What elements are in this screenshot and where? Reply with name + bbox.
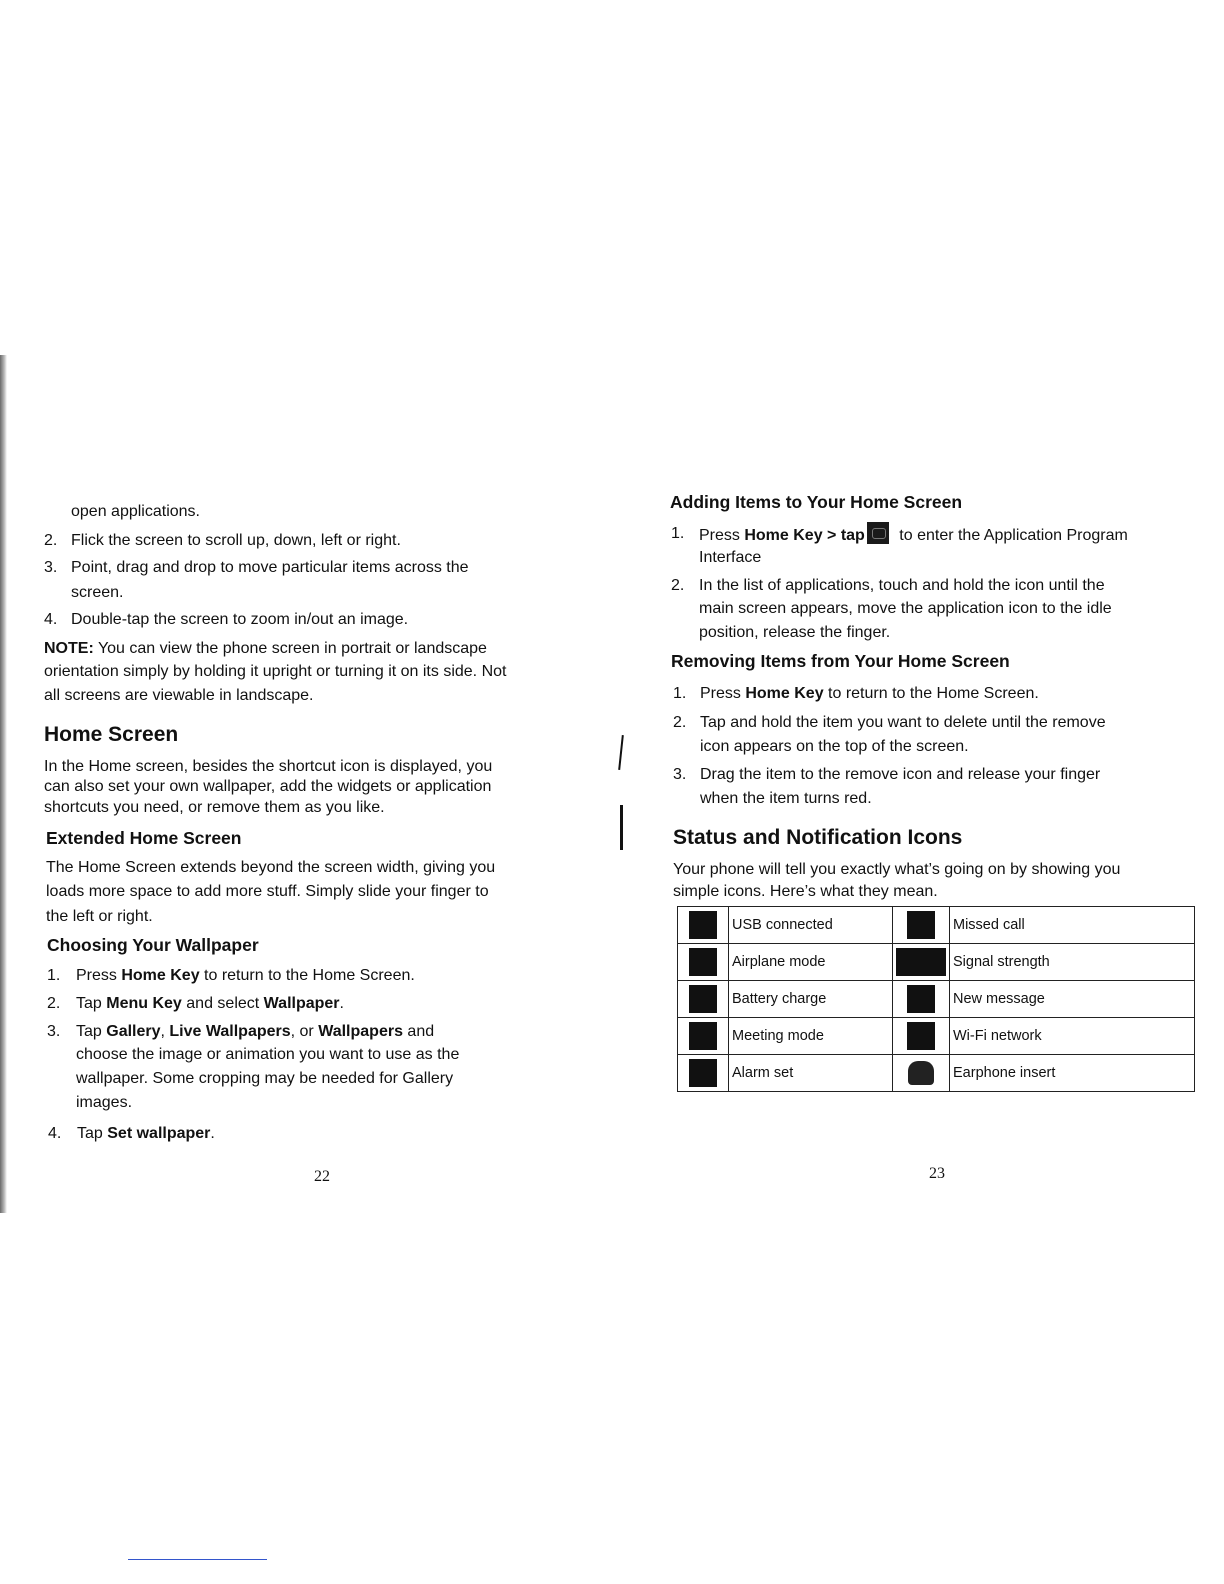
list-item: Tap Set wallpaper. [77,1125,215,1142]
app-drawer-icon [867,522,889,544]
body-text: Your phone will tell you exactly what’s going on by showing you [673,861,1121,878]
note-text: You can view the phone screen in portrait or landscape [97,640,487,657]
body-text: shortcuts you need, or remove them as you like. [44,799,385,816]
list-item: Drag the item to the remove icon and release your finger [700,766,1101,783]
body-text: The Home Screen extends beyond the screen width, giving you [46,859,496,876]
table-cell: Airplane mode [729,944,893,981]
table-cell: Signal strength [950,944,1195,981]
list-item: images. [76,1094,133,1111]
list-number: 2. [673,714,687,731]
list-number: 2. [44,532,58,549]
list-item: Flick the screen to scroll up, down, left or right. [71,532,401,549]
list-item: In the list of applications, touch and hold the icon until the [699,577,1105,594]
body-text: the left or right. [46,908,153,925]
table-cell: Wi-Fi network [950,1018,1195,1055]
meeting-icon [689,1022,717,1050]
home-screen-heading: Home Screen [44,723,179,746]
list-number: 2. [47,995,61,1012]
usb-icon [689,911,717,939]
table-cell: Battery charge [729,981,893,1018]
table-row [678,981,1195,1018]
list-item: Point, drag and drop to move particular items across the [71,559,469,576]
table-row [678,1055,1195,1092]
list-number: 1. [47,967,61,984]
table-cell: USB connected [729,907,893,944]
list-number: 3. [673,766,687,783]
airplane-icon [689,948,717,976]
list-number: 1. [673,685,687,702]
note-label: NOTE: [44,640,94,657]
list-item: position, release the finger. [699,624,891,641]
list-item: Tap Gallery, Live Wallpapers, or Wallpapers and [76,1023,435,1040]
list-item: Double-tap the screen to zoom in/out an image. [71,611,409,628]
gutter-mark [620,805,623,850]
body-text: loads more space to add more stuff. Simply slide your finger to [46,883,489,900]
list-item: main screen appears, move the application icon to the idle [699,600,1112,617]
list-item: when the item turns red. [700,790,872,807]
list-number: 3. [47,1023,61,1040]
body-text: simple icons. Here’s what they mean. [673,883,938,900]
list-item: Press Home Key to return to the Home Screen. [76,967,415,984]
note-paragraph [44,637,487,660]
list-item: Tap and hold the item you want to delete until the remove [700,714,1106,731]
blue-underline [128,1559,267,1560]
table-cell: New message [950,981,1195,1018]
table-row [678,944,1195,981]
list-item: screen. [71,584,124,601]
list-item: Press Home Key > tap to enter the Application Program [699,522,1128,547]
list-number: 4. [48,1125,62,1142]
alarm-icon [689,1059,717,1087]
list-number: 4. [44,611,58,628]
removing-items-heading: Removing Items from Your Home Screen [671,651,1010,671]
open-applications-line: open applications. [71,503,200,520]
battery-icon [689,985,717,1013]
table-row [678,1018,1195,1055]
note-text: orientation simply by holding it upright or turning it on its side. Not [44,663,507,680]
message-icon [907,985,935,1013]
list-item: Tap Menu Key and select Wallpaper. [76,995,344,1012]
wifi-icon [907,1022,935,1050]
body-text: can also set your own wallpaper, add the widgets or application [44,778,492,795]
book-spine-shadow [0,355,7,1213]
status-icons-heading: Status and Notification Icons [673,826,963,849]
table-cell: Earphone insert [950,1055,1195,1092]
missed-call-icon [907,911,935,939]
page-number: 23 [929,1165,945,1182]
status-icons-table [677,906,1195,1092]
table-cell: Meeting mode [729,1018,893,1055]
list-number: 2. [671,577,685,594]
extended-home-heading: Extended Home Screen [46,828,242,848]
list-item: choose the image or animation you want to use as the [76,1046,460,1063]
earphone-icon [908,1061,934,1085]
gutter-mark [618,735,624,770]
note-text: all screens are viewable in landscape. [44,687,314,704]
list-item: wallpaper. Some cropping may be needed for Gallery [76,1070,454,1087]
signal-icon [896,948,946,976]
page-number: 22 [314,1168,330,1185]
list-number: 3. [44,559,58,576]
table-cell: Alarm set [729,1055,893,1092]
list-number: 1. [671,525,685,542]
list-item: Interface [699,549,762,566]
adding-items-heading: Adding Items to Your Home Screen [670,492,963,512]
table-cell: Missed call [950,907,1195,944]
wallpaper-heading: Choosing Your Wallpaper [47,935,259,955]
body-text: In the Home screen, besides the shortcut icon is displayed, you [44,758,493,775]
table-row [678,907,1195,944]
list-item: Press Home Key to return to the Home Screen. [700,685,1039,702]
list-item: icon appears on the top of the screen. [700,738,969,755]
